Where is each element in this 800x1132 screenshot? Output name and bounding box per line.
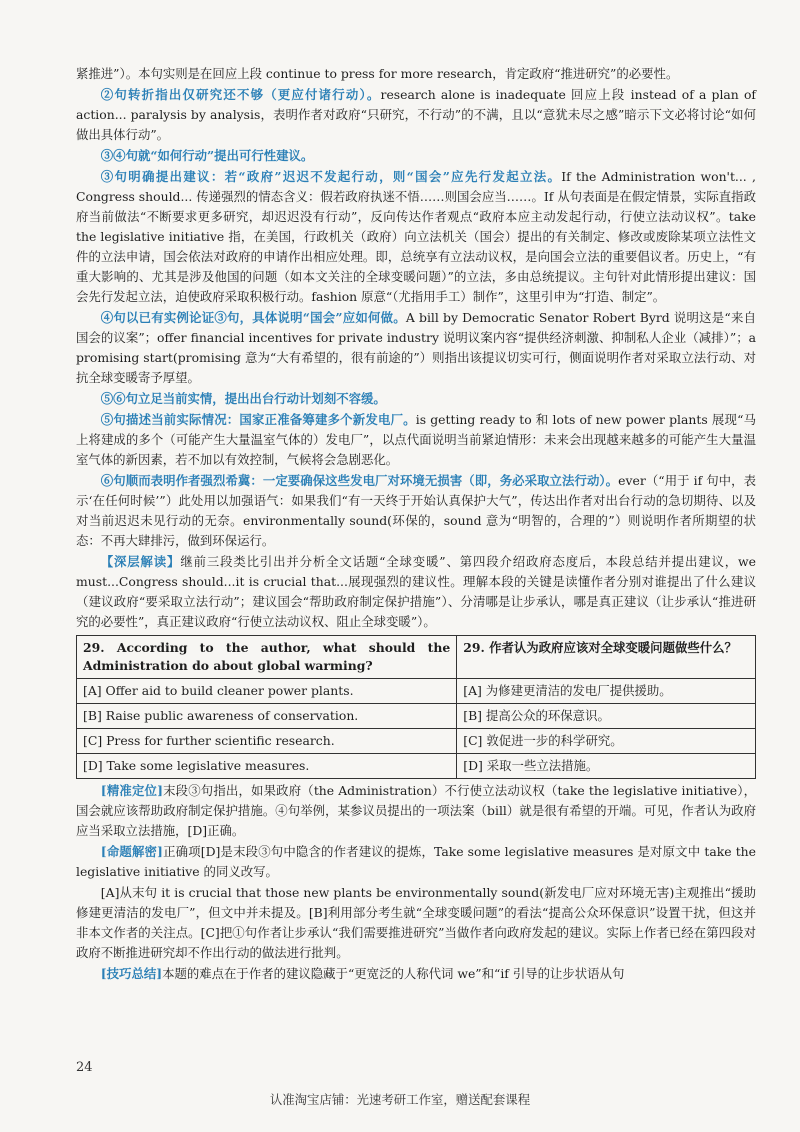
- paragraph-highlight: ④句以已有实例论证③句，具体说明“国会”应如何做。: [100, 310, 406, 325]
- analysis-text: 正确项[D]是末段③句中隐含的作者建议的提炼，Take some legislative measures 是对原文中 take the legislative initiative 的同义改写。: [76, 844, 756, 879]
- paragraph-highlight: ⑤句描述当前实际情况：国家正准备筹建多个新发电厂。: [100, 412, 416, 427]
- option-en: [C] Press for further scientific research.: [77, 729, 457, 754]
- question-stem-en: 29. According to the author, what should the Administration do about global warming?: [77, 636, 457, 679]
- paragraph-3: [76, 167, 756, 307]
- option-row-b: [77, 704, 756, 729]
- paragraph-highlight: ②句转折指出仅研究还不够（更应付诸行动）。: [100, 87, 381, 102]
- analysis-1: [76, 842, 756, 882]
- paragraph-text: is getting ready to 和 lots of new power plants 展现“马上将建成的多个（可能产生大量温室气体的）发电厂”，以点代面说明当前紧迫情形：未来会出现越来越多的可能产生大量温室气体的新因素，若不加以有效控制，气候将会急剧恶化。: [76, 412, 756, 467]
- option-row-c: [77, 729, 756, 754]
- option-en: [D] Take some legislative measures.: [77, 754, 457, 779]
- paragraph-text: 紧推进”）。本句实则是在回应上段 continue to press for more research，肯定政府“推进研究”的必要性。: [76, 66, 679, 81]
- question-stem-row: [77, 636, 756, 679]
- question-stem-zh: 29. 作者认为政府应该对全球变暖问题做些什么？: [457, 636, 756, 679]
- paragraph-highlight: ⑤⑥句立足当前实情，提出出台行动计划刻不容缓。: [100, 391, 386, 406]
- analysis-text: [A]从末句 it is crucial that those new plants be environmentally sound(新发电厂应对环境无害)主观推出“援助修建更清洁的发电厂”，但文中并未提及。[B]利用部分考生就“全球变暖问题”的看法“提高公众环保意识”设置干扰，但这并非本文作者的关注点。[C]把①句作者让步承认“我们需要推进研究”当做作者向政府发起的建议。实际上作者已经在第四段对政府不断推进研究却不作出行动的做法进行批判。: [76, 885, 756, 960]
- analysis-text: 末段③句指出，如果政府（the Administration）不行使立法动议权（take the legislative initiative），国会就应该帮助政府制定保护措施。④句举例，某参议员提出的一项法案（bill）就是很有希望的开端。可见，作者认为政府应当采取立法措施，[D]正确。: [76, 783, 756, 838]
- page-number: 24: [76, 1060, 93, 1075]
- paragraph-7: [76, 471, 756, 551]
- analysis-text: 本题的难点在于作者的建议隐藏于“更宽泛的人称代词 we”和“if 引导的让步状语从句: [162, 966, 625, 981]
- option-zh: [B] 提高公众的环保意识。: [457, 704, 756, 729]
- paragraph-highlight: ③句明确提出建议：若“政府”迟迟不发起行动，则“国会”应先行发起立法。: [100, 169, 562, 184]
- paragraph-6: [76, 410, 756, 470]
- paragraph-8: [76, 552, 756, 632]
- analysis-tag: [技巧总结]: [100, 966, 163, 981]
- analysis-tag: [命题解密]: [100, 844, 163, 859]
- option-zh: [A] 为修建更清洁的发电厂提供援助。: [457, 679, 756, 704]
- paragraph-text: 继前三段类比引出并分析全文话题“全球变暖”、第四段介绍政府态度后，本段总结并提出建议，we must...Congress should...it is crucial that...展现强烈的建议性。理解本段的关键是读懂作者分别对谁提出了什么建议（建议政府“要采取立法行动”；建议国会“帮助政府制定保护措施”）、分清哪是让步承认，哪是真正建议（让步承认“推进研究的必要性”，真正建议政府“行使立法动议权、阻止全球变暖”）。: [76, 554, 756, 629]
- deep-analysis-tag: 【深层解读】: [100, 554, 181, 569]
- paragraph-1: [76, 85, 756, 145]
- analysis-tag: [精准定位]: [100, 783, 163, 798]
- option-en: [A] Offer aid to build cleaner power plants.: [77, 679, 457, 704]
- paragraph-4: [76, 308, 756, 388]
- analysis-2: [76, 883, 756, 963]
- analysis-0: [76, 781, 756, 841]
- paragraph-highlight: ⑥句顺而表明作者强烈希冀：一定要确保这些发电厂对环境无损害（即，务必采取立法行动）。: [100, 473, 619, 488]
- question-table: [76, 635, 756, 779]
- analysis-3: [76, 964, 756, 984]
- option-zh: [D] 采取一些立法措施。: [457, 754, 756, 779]
- paragraph-text: research alone is inadequate 回应上段 instead of a plan of action... paralysis by analysis，表明作者对政府“只研究，不行动”的不满，且以“意犹未尽之感”暗示下文必将讨论“如何做出具体行动”。: [76, 87, 756, 142]
- paragraph-2: [76, 146, 756, 166]
- paragraph-highlight: ③④句就“如何行动”提出可行性建议。: [100, 148, 314, 163]
- paragraph-text: ever（“用于 if 句中，表示‘在任何时候’”）此处用以加强语气：如果我们“有一天终于开始认真保护大气”，传达出作者对出台行动的急切期待、以及对当前迟迟未见行动的无奈。environmentally sound(环保的，sound 意为“明智的，合理的”）则说明作者所期望的状态：不再大肆排污，做到环保运行。: [76, 473, 756, 548]
- option-row-a: [77, 679, 756, 704]
- option-zh: [C] 敦促进一步的科学研究。: [457, 729, 756, 754]
- paragraph-text: A bill by Democratic Senator Robert Byrd 说明这是“来自国会的议案”；offer financial incentives for private industry 说明议案内容“提供经济刺激、抑制私人企业（减排）”；a promising start(promising 意为“大有希望的，很有前途的”）则指出该提议切实可行，侧面说明作者对采取立法行动、对抗全球变暖寄予厚望。: [76, 310, 756, 385]
- option-row-d: [77, 754, 756, 779]
- paragraph-5: [76, 389, 756, 409]
- main-content: [76, 64, 756, 985]
- paragraph-0: [76, 64, 756, 84]
- footer-note: 认准淘宝店铺：光速考研工作室，赠送配套课程: [269, 1092, 531, 1107]
- paragraph-text: If the Administration won't... , Congress should... 传递强烈的情态含义：假若政府执迷不悟……则国会应当……。If 从句表面是在假定情景，实际直指政府当前做法“不断要求更多研究，却迟迟没有行动”，反向传达作者观点“政府本应主动发起行动，行使立法动议权”。take the legislative initiative 指，在美国，行政机关（政府）向立法机关（国会）提出的有关制定、修改或废除某项立法性文件的立法申请，国会依法对政府的申请作出相应处理。即，总统享有立法动议权，是向国会立法的重要倡议者。历史上，“有重大影响的、尤其是涉及他国的问题（如本文关注的全球变暖问题）”的立法，多由总统提议。主句针对此情形提出建议：国会先行发起立法，迫使政府采取积极行动。fashion 原意“（尤指用手工）制作”，这里引申为“打造、制定”。: [76, 169, 756, 304]
- option-en: [B] Raise public awareness of conservation.: [77, 704, 457, 729]
